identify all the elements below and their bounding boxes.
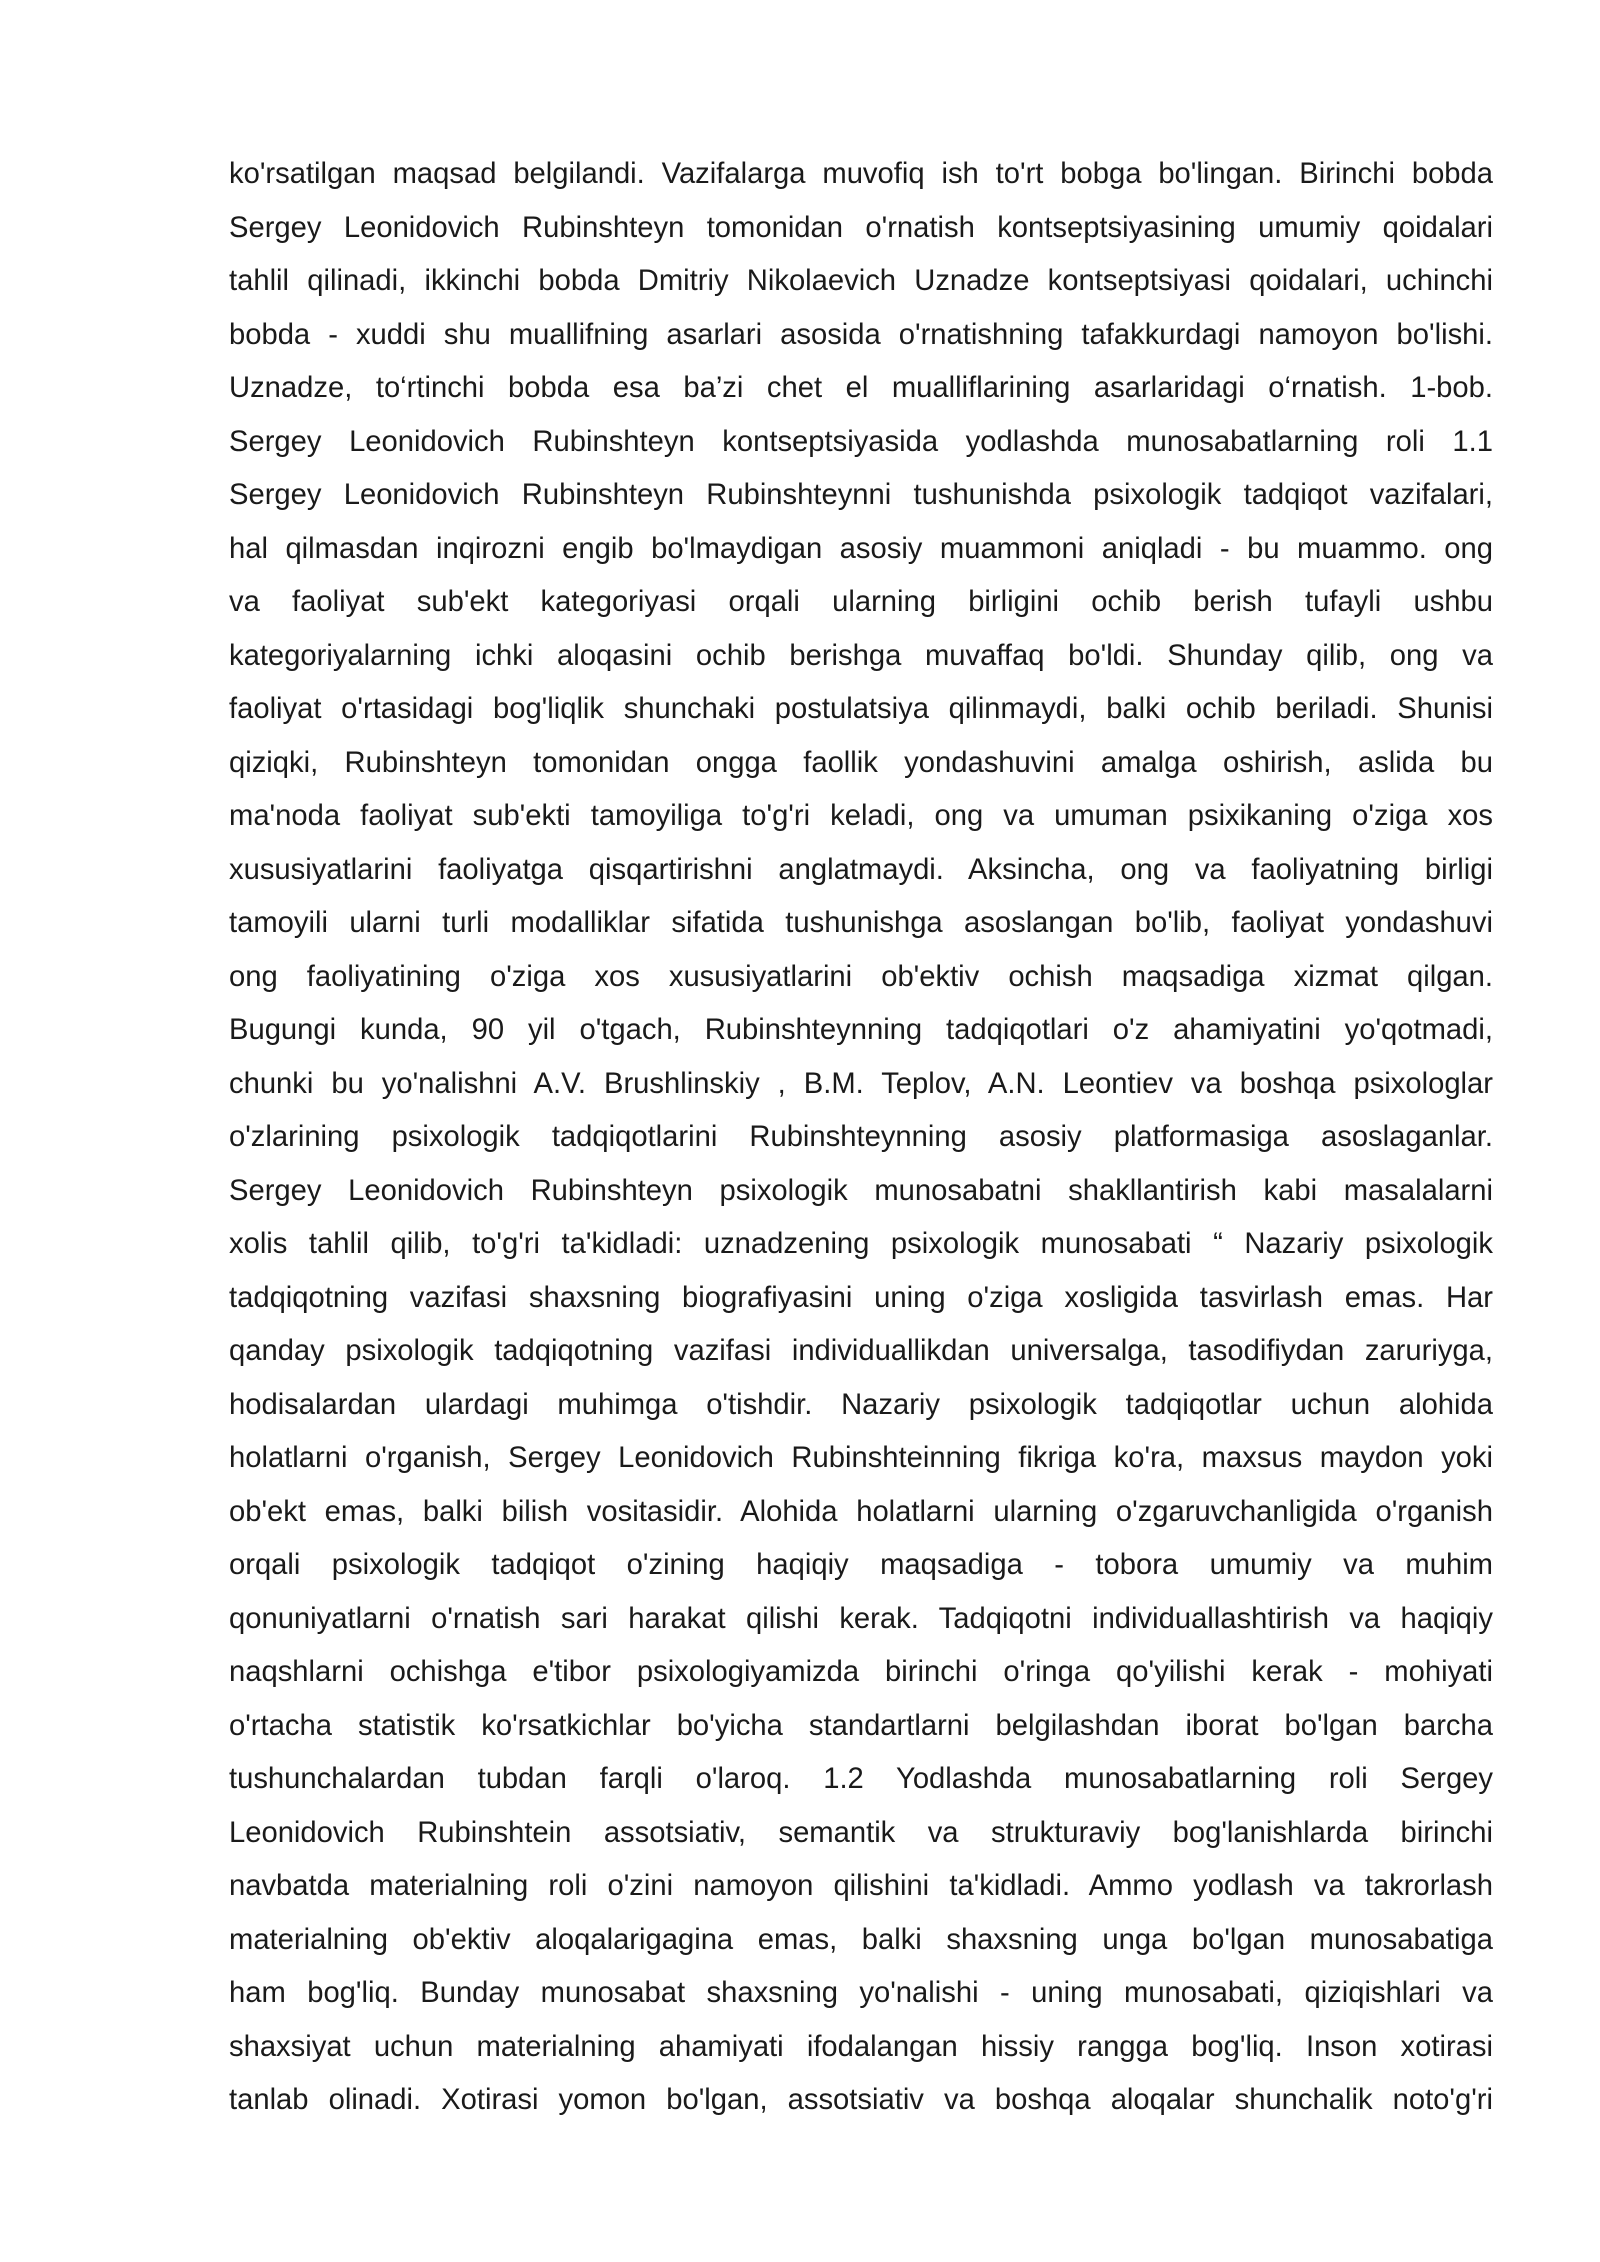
text-line: Sergey Leonidovich Rubinshteyn Rubinshteynni tushunishda psixologik tadqiqot vazifalari, — [229, 479, 1493, 511]
text-line: tadqiqotning vazifasi shaxsning biografiyasini uning o'ziga xosligida tasvirlash emas. Har — [229, 1281, 1493, 1314]
text-line: ko'rsatilgan maqsad belgilandi. Vazifalarga muvofiq ish to'rt bobga bo'lingan. Birinchi bobda — [229, 158, 1493, 190]
text-line: Sergey Leonidovich Rubinshteyn psixologik munosabatni shakllantirish kabi masalalarni — [229, 1174, 1493, 1207]
text-line: naqshlarni ochishga e'tibor psixologiyamizda birinchi o'ringa qo'yilishi kerak - mohiyati — [229, 1656, 1493, 1688]
text-line: tahlil qilinadi, ikkinchi bobda Dmitriy Nikolaevich Uznadze kontseptsiyasi qoidalari, uchinchi — [229, 265, 1493, 297]
text-line: Sergey Leonidovich Rubinshteyn tomonidan o'rnatish kontseptsiyasining umumiy qoidalari — [229, 211, 1493, 244]
text-line: ob'ekt emas, balki bilish vositasidir. Alohida holatlarni ularning o'zgaruvchanligida o'rganish — [229, 1495, 1493, 1528]
body-paragraph — [229, 148, 1493, 2128]
text-line: o'zlarining psixologik tadqiqotlarini Rubinshteynning asosiy platformasiga asoslaganlar. — [229, 1121, 1493, 1153]
text-line: xolis tahlil qilib, to'g'ri ta'kidladi: uznadzening psixologik munosabati “ Nazariy psixologik — [229, 1228, 1493, 1260]
text-line: hodisalardan ulardagi muhimga o'tishdir. Nazariy psixologik tadqiqotlar uchun alohida — [229, 1388, 1493, 1421]
text-line: ham bog'liq. Bunday munosabat shaxsning yo'nalishi - uning munosabati, qiziqishlari va — [229, 1977, 1493, 2009]
text-line: o'rtacha statistik ko'rsatkichlar bo'yicha standartlarni belgilashdan iborat bo'lgan barcha — [229, 1709, 1493, 1742]
text-line: faoliyat o'rtasidagi bog'liqlik shunchaki postulatsiya qilinmaydi, balki ochib beriladi. Shunisi — [229, 693, 1493, 725]
text-line: qiziqki, Rubinshteyn tomonidan ongga faollik yondashuvini amalga oshirish, aslida bu — [229, 746, 1493, 779]
text-line: tanlab olinadi. Xotirasi yomon bo'lgan, assotsiativ va boshqa aloqalar shunchalik noto'g'ri — [229, 2084, 1493, 2116]
text-line: Uznadze, to‘rtinchi bobda esa ba’zi chet el mualliflarining asarlaridagi o‘rnatish. 1-bob. — [229, 372, 1493, 404]
text-line: holatlarni o'rganish, Sergey Leonidovich Rubinshteinning fikriga ko'ra, maxsus maydon yoki — [229, 1442, 1493, 1474]
text-line: hal qilmasdan inqirozni engib bo'lmaydigan asosiy muammoni aniqladi - bu muammo. ong — [229, 532, 1493, 565]
text-line: Leonidovich Rubinshtein assotsiativ, semantik va strukturaviy bog'lanishlarda birinchi — [229, 1816, 1493, 1849]
text-line: ma'noda faoliyat sub'ekti tamoyiliga to'g'ri keladi, ong va umuman psixikaning o'ziga xos — [229, 800, 1493, 832]
text-line: bobda - xuddi shu muallifning asarlari asosida o'rnatishning tafakkurdagi namoyon bo'lishi. — [229, 318, 1493, 351]
text-line: kategoriyalarning ichki aloqasini ochib berishga muvaffaq bo'ldi. Shunday qilib, ong va — [229, 639, 1493, 672]
text-line: shaxsiyat uchun materialning ahamiyati ifodalangan hissiy rangga bog'liq. Inson xotirasi — [229, 2030, 1493, 2063]
text-line: Sergey Leonidovich Rubinshteyn kontseptsiyasida yodlashda munosabatlarning roli 1.1 — [229, 425, 1493, 458]
text-line: va faoliyat sub'ekt kategoriyasi orqali ularning birligini ochib berish tufayli ushbu — [229, 586, 1493, 618]
text-line: navbatda materialning roli o'zini namoyon qilishini ta'kidladi. Ammo yodlash va takrorlash — [229, 1870, 1493, 1902]
text-line: materialning ob'ektiv aloqalarigagina emas, balki shaxsning unga bo'lgan munosabatiga — [229, 1923, 1493, 1956]
text-line: tushunchalardan tubdan farqli o'laroq. 1.2 Yodlashda munosabatlarning roli Sergey — [229, 1763, 1493, 1795]
text-line: ong faoliyatining o'ziga xos xususiyatlarini ob'ektiv ochish maqsadiga xizmat qilgan. — [229, 960, 1493, 993]
text-line: qonuniyatlarni o'rnatish sari harakat qilishi kerak. Tadqiqotni individuallashtirish va haqiqiy — [229, 1602, 1493, 1635]
text-line: Bugungi kunda, 90 yil o'tgach, Rubinshteynning tadqiqotlari o'z ahamiyatini yo'qotmadi, — [229, 1014, 1493, 1046]
text-line: qanday psixologik tadqiqotning vazifasi individuallikdan universalga, tasodifiydan zaruriyga, — [229, 1335, 1493, 1367]
text-line: tamoyili ularni turli modalliklar sifatida tushunishga asoslangan bo'lib, faoliyat yondashuvi — [229, 907, 1493, 939]
text-line: chunki bu yo'nalishni A.V. Brushlinskiy , B.M. Teplov, A.N. Leontiev va boshqa psixologlar — [229, 1067, 1493, 1100]
text-line: xususiyatlarini faoliyatga qisqartirishni anglatmaydi. Aksincha, ong va faoliyatning birligi — [229, 853, 1493, 886]
text-line: orqali psixologik tadqiqot o'zining haqiqiy maqsadiga - tobora umumiy va muhim — [229, 1549, 1493, 1581]
